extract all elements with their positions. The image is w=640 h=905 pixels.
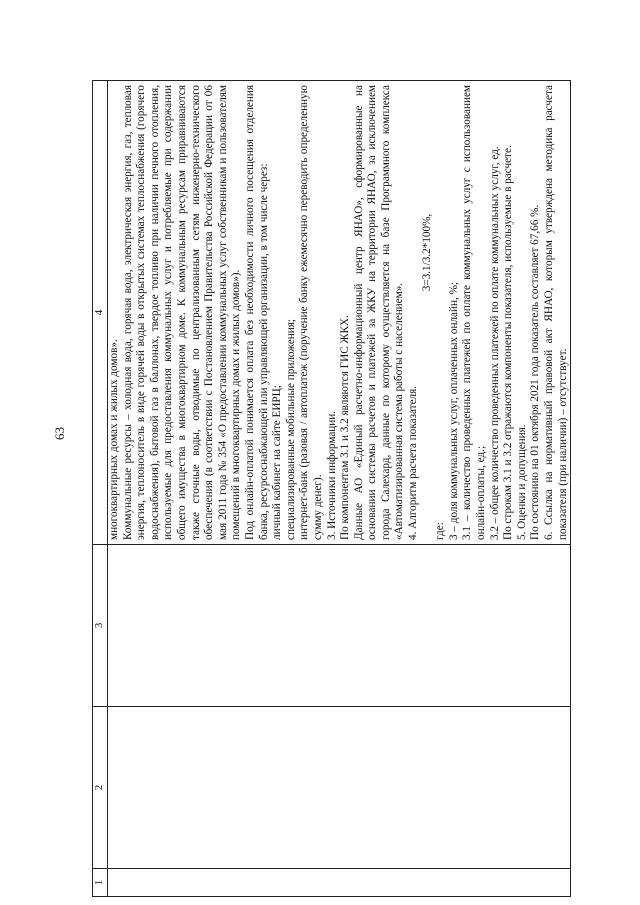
table-header-row — [93, 81, 108, 897]
paragraph: 6. Ссылка на нормативный правовой акт ЯНАО, которым утверждена методика расчета показателя (при наличии) – отсутствует. — [543, 85, 569, 540]
paragraph: 3. Источники информации. — [325, 410, 338, 540]
paragraph: Данные АО «Единый расчетно-информационный центр ЯНАО», сформированные на основании системы расчетов и платежей за ЖКУ на территории ЯНАО, за исключением города Салехард, данные по которому осуществляется на базе Программного комплекса «Автоматизированная система работы с населением». — [352, 85, 406, 540]
paragraph: личный кабинет на сайте ЕИРЦ; — [271, 385, 284, 540]
methodology-table — [92, 80, 571, 897]
paragraph: 3.1 – количество проведенных платежей по оплате коммунальных услуг с использованием онлайн-оплаты, ед.; — [461, 85, 488, 540]
paragraph: 3.2 – общее количество проведенных платежей по оплате коммунальных услуг, ед. — [488, 146, 501, 540]
paragraph: По компонентам 3.1 и 3.2 являются ГИС ЖКХ. — [339, 315, 352, 540]
cell-col-1 — [108, 869, 571, 897]
cell-col-4 — [108, 81, 571, 545]
header-col-1: 1 — [93, 869, 108, 897]
table-body-row — [108, 81, 571, 897]
rotated-page — [92, 85, 569, 897]
paragraph: Коммунальные ресурсы – холодная вода, горячая вода, электрическая энергия, газ, тепловая энергия, теплоноситель в виде горячей воды в открытых системах теплоснабжения (горячего водоснабжения), бытовой газ в баллонах, твердое топливо при наличии печного отопления, используемые для предоставления коммунальных услуг и потребляемые при содержании общего имущества в многоквартирном доме. К коммунальным ресурсам приравниваются также сточные воды, отводимые по централизованным сетям инженерно-технического обеспечения (в соответствии с Постановлением Правительства Российской Федерации от 06 мая 2011 года № 354 «О предоставлении коммунальных услуг собственникам и пользователям помещений в многоквартирных домах и жилых домов»). — [121, 85, 243, 540]
paragraph: интернет-банк (разовая / автоплатеж (поручение банку ежемесячно переводить определенную сумму денег). — [298, 85, 324, 540]
header-col-2: 2 — [93, 707, 108, 869]
paragraph: 5. Оценки и допущения. — [515, 424, 528, 540]
paragraph: 4. Алгоритм расчета показателя. — [407, 385, 420, 540]
paragraph: По строкам 3.1 и 3.2 отражаются компоненты показателя, используемые в расчете. — [502, 145, 515, 540]
cell-col-2 — [108, 707, 571, 869]
header-col-4: 4 — [93, 81, 108, 545]
paragraph: где: — [434, 522, 447, 540]
paragraph: многоквартирных домах и жилых домов». — [108, 339, 120, 540]
paragraph: Под онлайн-оплатой понимается оплата без необходимости личного посещения отделения банка, ресурсоснабжающей или управляющей организации, в том числе через: — [243, 85, 270, 540]
header-col-3: 3 — [93, 545, 108, 707]
paragraph: специализированные мобильные приложения; — [284, 318, 297, 540]
page-number: 63 — [52, 427, 67, 440]
paragraph: По состоянию на 01 октября 2021 года показатель составляет 67,66 %. — [529, 204, 542, 540]
formula: 3=3.1/3.2*100%, — [420, 213, 433, 292]
cell-col-3 — [108, 545, 571, 707]
paragraph: 3 – доля коммунальных услуг, оплаченных онлайн, %; — [447, 281, 460, 540]
